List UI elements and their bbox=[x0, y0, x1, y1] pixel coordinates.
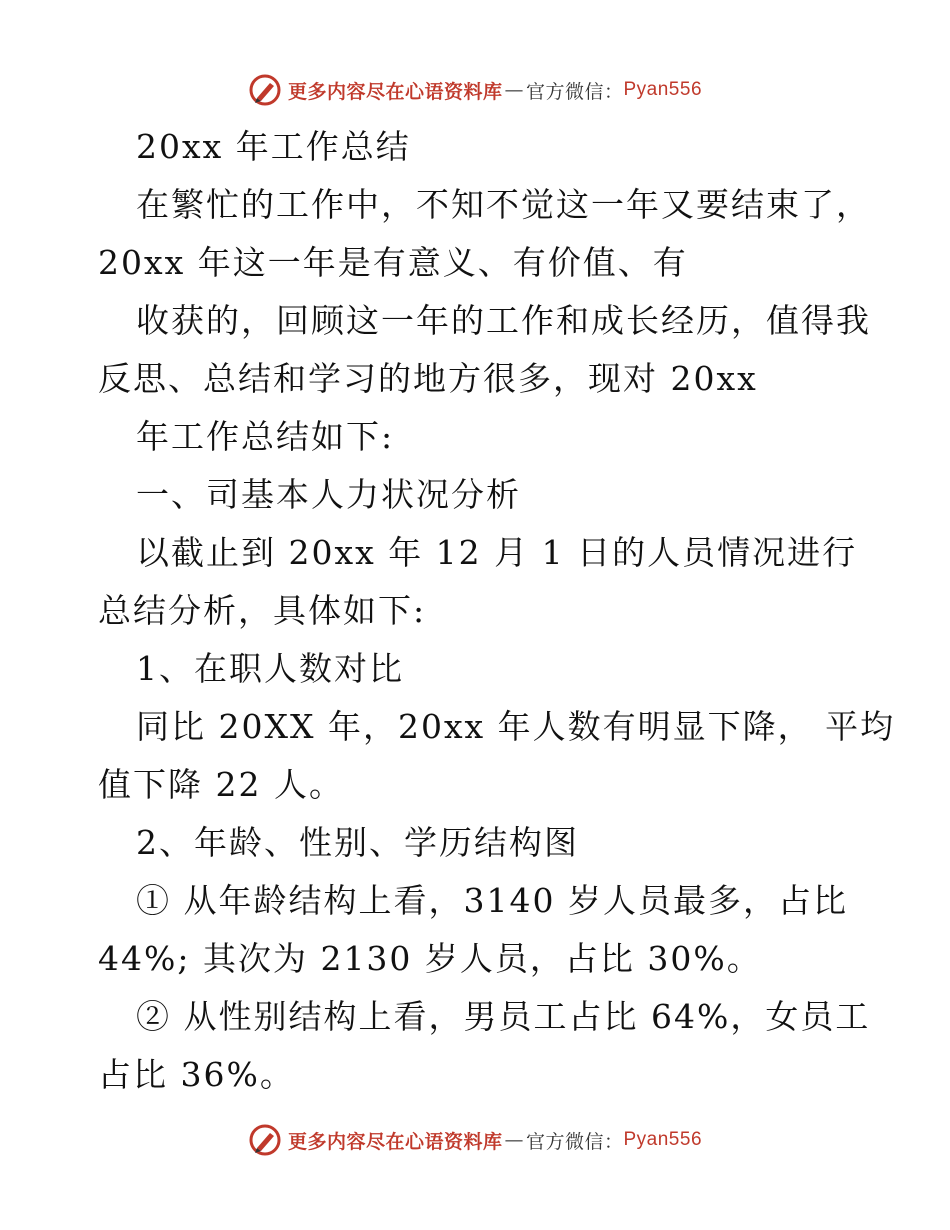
footer-banner bbox=[0, 1120, 950, 1160]
pen-logo-icon bbox=[248, 1123, 282, 1157]
banner-wechat-id: Pyan556 bbox=[623, 79, 703, 100]
text-line: 2、年龄、性别、学历结构图 bbox=[136, 823, 579, 862]
text-line: 20xx 年工作总结 bbox=[136, 127, 411, 166]
text-line: 以截止到 20xx 年 12 月 1 日的人员情况进行 bbox=[136, 533, 858, 572]
pen-logo-icon bbox=[248, 73, 282, 107]
banner-main-text: 更多内容尽在心语资料库 bbox=[287, 80, 503, 103]
banner-dash: — bbox=[504, 79, 524, 101]
text-line: 值下降 22 人。 bbox=[98, 765, 344, 804]
text-line: 1、在职人数对比 bbox=[136, 649, 404, 688]
text-line: ① 从年龄结构上看，3140 岁人员最多，占比 bbox=[136, 881, 848, 920]
banner-sub-text: 官方微信： bbox=[525, 80, 624, 103]
banner-main-text: 更多内容尽在心语资料库 bbox=[287, 1130, 503, 1153]
text-line: 年工作总结如下: bbox=[136, 417, 395, 456]
banner-sub-text: 官方微信： bbox=[525, 1130, 624, 1153]
banner-wechat-id: Pyan556 bbox=[623, 1129, 703, 1150]
header-banner bbox=[0, 70, 950, 110]
text-line: 反思、总结和学习的地方很多，现对 20xx bbox=[98, 359, 758, 398]
text-line: 收获的，回顾这一年的工作和成长经历，值得我 bbox=[136, 301, 871, 340]
text-line: 同比 20XX 年，20xx 年人数有明显下降， 平均 bbox=[136, 707, 896, 746]
text-line: 44%; 其次为 2130 岁人员，占比 30%。 bbox=[98, 939, 762, 978]
text-line: 一、司基本人力状况分析 bbox=[136, 475, 521, 514]
document-body bbox=[98, 118, 896, 1104]
text-line: 占比 36%。 bbox=[98, 1055, 295, 1094]
text-line: 总结分析，具体如下: bbox=[98, 591, 427, 630]
text-line: 在繁忙的工作中，不知不觉这一年又要结束了， bbox=[136, 185, 871, 224]
text-line: ② 从性别结构上看，男员工占比 64%，女员工 bbox=[136, 997, 871, 1036]
banner-dash: — bbox=[504, 1129, 524, 1151]
text-line: 20xx 年这一年是有意义、有价值、有 bbox=[98, 243, 688, 282]
